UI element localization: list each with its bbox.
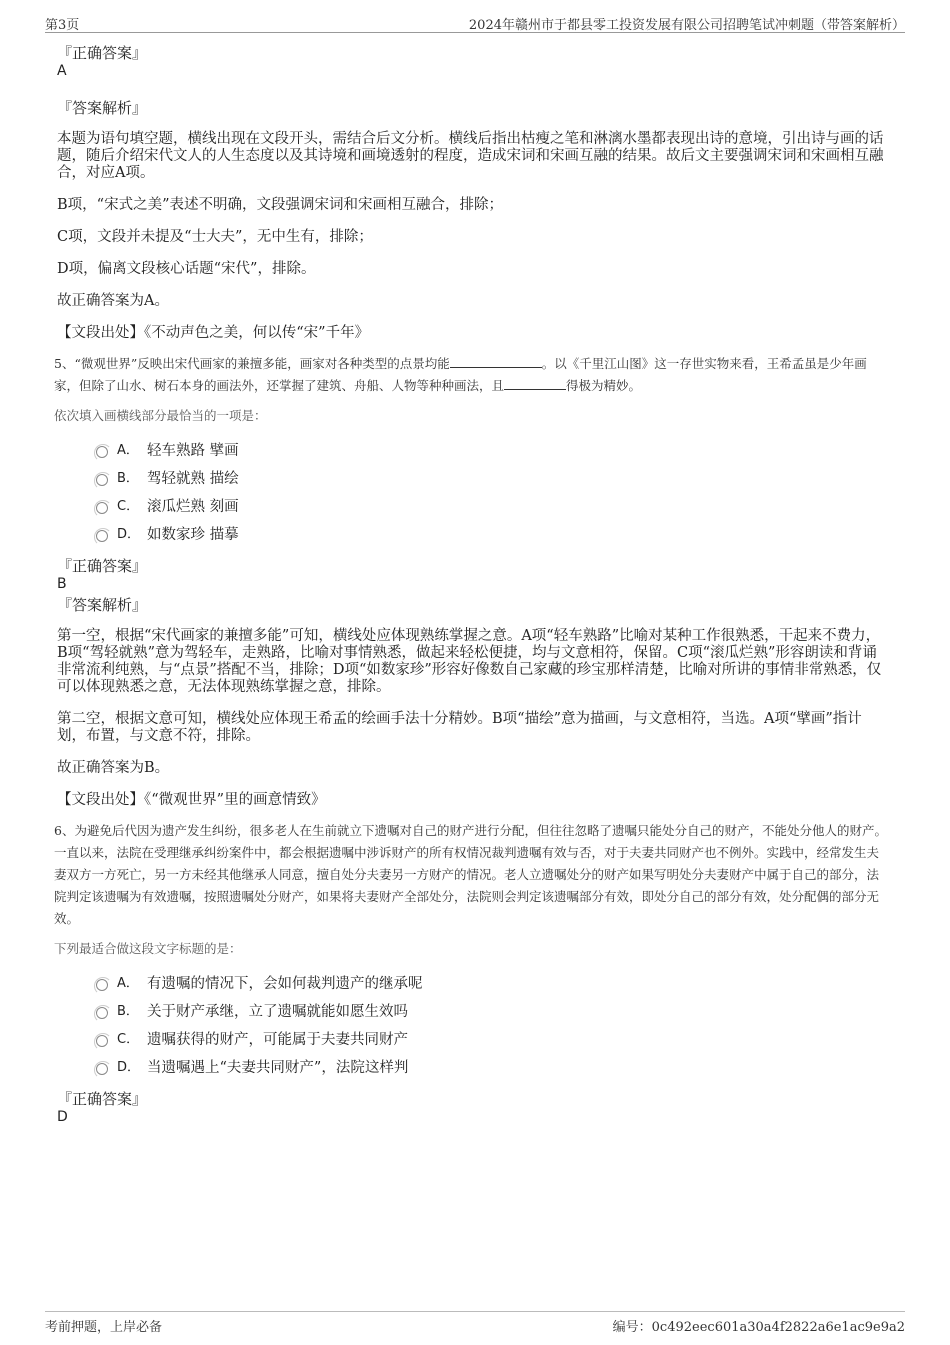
radio-button[interactable] bbox=[96, 1007, 108, 1019]
q6-option-b[interactable]: B． 关于财产承继，立了遗嘱就能如愿生效吗 bbox=[96, 998, 890, 1026]
document-title: 2024年赣州市于都县零工投资发展有限公司招聘笔试冲刺题（带答案解析） bbox=[468, 18, 905, 33]
q4-answer: A bbox=[57, 63, 67, 79]
q5-conclusion: 故正确答案为B。 bbox=[57, 760, 170, 776]
q5-option-b[interactable]: B． 驾轻就熟 描绘 bbox=[96, 465, 890, 493]
q5-analysis-label: 『答案解析』 bbox=[57, 596, 148, 614]
q4-analysis-p4: D项，偏离文段核心话题“宋代”，排除。 bbox=[57, 261, 316, 277]
page-footer bbox=[45, 1311, 905, 1336]
q5-stem: 5、“微观世界”反映出宋代画家的兼擅多能，画家对各种类型的点景均能 。以《千里江山图》这一存世实物来看，王希孟虽是少年画家，但除了山水、树石本身的画法外，还掌握了建筑、舟船、人物等种种画法，且 得极为精妙。 bbox=[54, 356, 867, 393]
radio-button[interactable] bbox=[96, 474, 108, 486]
page-header bbox=[45, 12, 905, 33]
q4-analysis-p2: B项，“宋式之美”表述不明确，文段强调宋词和宋画相互融合，排除； bbox=[57, 197, 503, 213]
q5-answer: B bbox=[57, 576, 67, 592]
q5-option-d[interactable]: D． 如数家珍 描摹 bbox=[96, 521, 890, 549]
q4-analysis-label: 『答案解析』 bbox=[57, 99, 148, 117]
q4-analysis-p3: C项，文段并未提及“士大夫”，无中生有，排除； bbox=[57, 229, 373, 245]
q5-analysis-p1: 第一空，根据“宋代画家的兼擅多能”可知，横线处应体现熟练掌握之意。A项“轻车熟路”比喻对某种工作很熟悉，干起来不费力，B项“驾轻就熟”意为驾轻车，走熟路，比喻对事情熟悉，做起来轻松便捷，均与文意相符，保留。C项“滚瓜烂熟”形容朗读和背诵非常流利纯熟，与“点景”搭配不当，排除；D项“如数家珍”形容好像数自己家藏的珍宝那样清楚，比喻对所讲的事情非常熟悉，仅可以体现熟悉之意，无法体现熟练掌握之意，排除。 bbox=[57, 628, 882, 695]
radio-button[interactable] bbox=[96, 502, 108, 514]
q4-conclusion: 故正确答案为A。 bbox=[57, 293, 169, 309]
q4-answer-label: 『正确答案』 bbox=[57, 44, 148, 62]
q5-answer-label: 『正确答案』 bbox=[57, 557, 148, 575]
q6-option-c[interactable]: C． 遗嘱获得的财产，可能属于夫妻共同财产 bbox=[96, 1026, 890, 1054]
q4-analysis-p1: 本题为语句填空题，横线出现在文段开头，需结合后文分析。横线后指出枯瘦之笔和淋漓水墨都表现出诗的意境，引出诗与画的话题，随后介绍宋代文人的人生态度以及其诗境和画境透射的程度，造成宋词和宋画互融的结果。故后文主要强调宋词和宋画相互融合，对应A项。 bbox=[57, 131, 884, 181]
radio-button[interactable] bbox=[96, 1035, 108, 1047]
page-number: 第3页 bbox=[45, 18, 80, 33]
q6-option-a[interactable]: A． 有遗嘱的情况下，会如何裁判遗产的继承呢 bbox=[96, 970, 890, 998]
q5-analysis-p2: 第二空，根据文意可知，横线处应体现王希孟的绘画手法十分精妙。B项“描绘”意为描画，与文意相符，当选。A项“擘画”指计划，布置，与文意不符，排除。 bbox=[57, 711, 862, 744]
document-code: 编号：0c492eec601a30a4f2822a6e1ac9e9a2 bbox=[612, 1320, 905, 1335]
radio-button[interactable] bbox=[96, 446, 108, 458]
q5-option-c[interactable]: C． 滚瓜烂熟 刻画 bbox=[96, 493, 890, 521]
q6-prompt: 下列最适合做这段文字标题的是： bbox=[54, 941, 242, 956]
page-content bbox=[54, 44, 890, 1126]
footer-slogan: 考前押题，上岸必备 bbox=[45, 1320, 163, 1335]
q6-option-d[interactable]: D． 当遗嘱遇上“夫妻共同财产”，法院这样判 bbox=[96, 1054, 890, 1082]
radio-button[interactable] bbox=[96, 979, 108, 991]
q5-prompt: 依次填入画横线部分最恰当的一项是： bbox=[54, 408, 267, 423]
blank-2 bbox=[504, 377, 566, 390]
q5-option-a[interactable]: A． 轻车熟路 擘画 bbox=[96, 437, 890, 465]
radio-button[interactable] bbox=[96, 530, 108, 542]
radio-button[interactable] bbox=[96, 1063, 108, 1075]
q6-stem: 6、为避免后代因为遗产发生纠纷，很多老人在生前就立下遗嘱对自己的财产进行分配，但往往忽略了遗嘱只能处分自己的财产，不能处分他人的财产。一直以来，法院在受理继承纠纷案件中，都会根据遗嘱中涉诉财产的所有权情况裁判遗嘱有效与否，对于夫妻共同财产也不例外。实践中，经常发生夫妻双方一方死亡，另一方未经其他继承人同意，擅自处分夫妻另一方财产的情况。老人立遗嘱处分的财产如果写明处分夫妻财产中属于自己的部分，法院判定该遗嘱为有效遗嘱，按照遗嘱处分财产，如果将夫妻财产全部处分，法院则会判定该遗嘱部分有效，即处分自己的部分有效，处分配偶的部分无效。 bbox=[54, 823, 887, 926]
q6-answer-label: 『正确答案』 bbox=[57, 1090, 148, 1108]
blank-1 bbox=[450, 355, 542, 368]
q6-answer: D bbox=[57, 1109, 68, 1125]
q4-source: 【文段出处】《不动声色之美，何以传“宋”千年》 bbox=[57, 325, 370, 341]
q5-source: 【文段出处】《“微观世界”里的画意情致》 bbox=[57, 792, 326, 808]
